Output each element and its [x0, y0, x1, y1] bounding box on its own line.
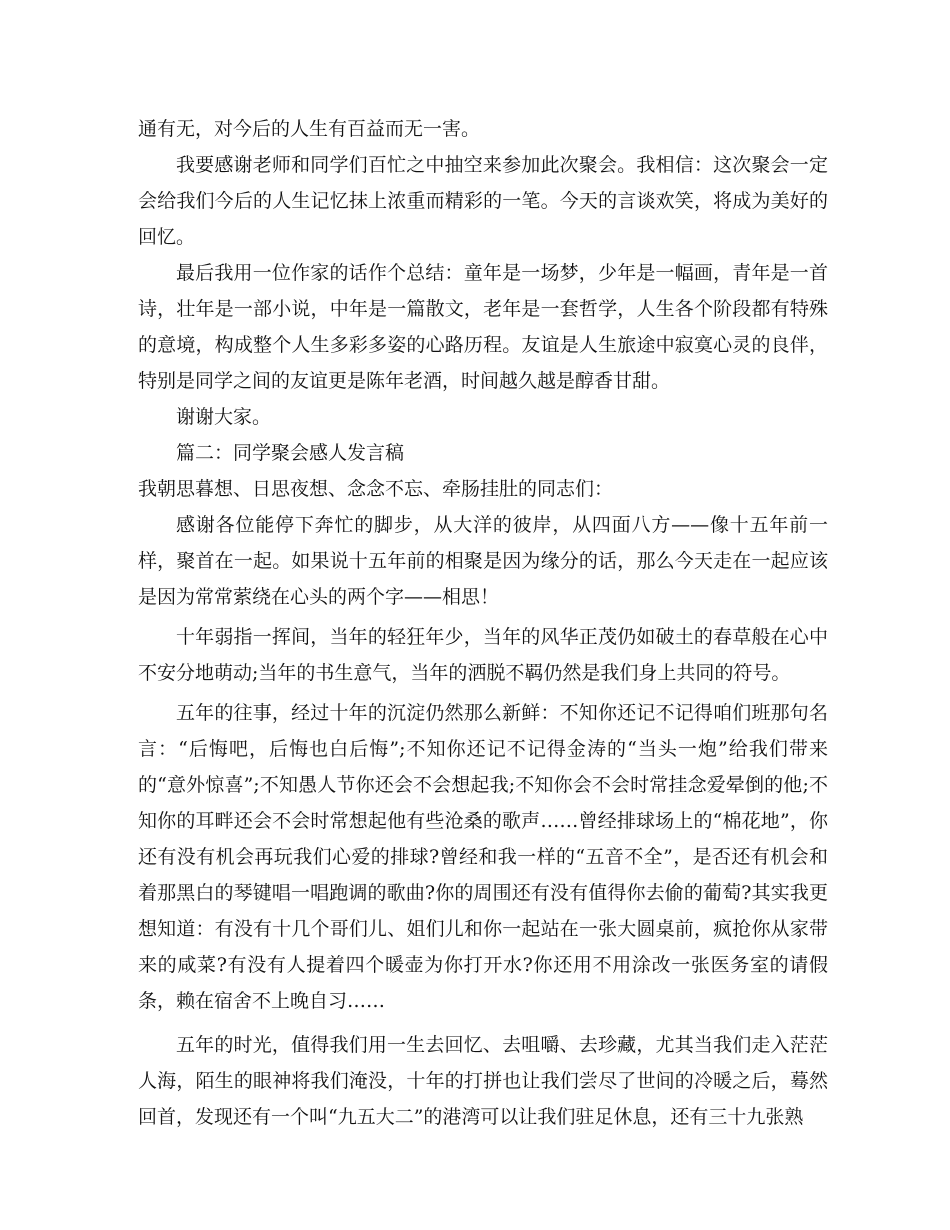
section-heading: 篇二：同学聚会感人发言稿	[176, 442, 405, 464]
paragraph-continuation: 通有无，对今后的人生有百益而无一害。	[138, 118, 481, 140]
paragraph-summary-quote: 最后我用一位作家的话作个总结：童年是一场梦，少年是一幅画，青年是一首诗，壮年是一部小说，中年是一篇散文，老年是一套哲学，人生各个阶段都有特殊的意境，构成整个人生多彩多姿的心路历程。友谊是人生旅途中寂寞心灵的良伴，特别是同学之间的友谊更是陈年老酒，时间越久越是醇香甘甜。	[138, 262, 828, 392]
paragraph-memories: 五年的往事，经过十年的沉淀仍然那么新鲜：不知你还记不记得咱们班那句名言：“后悔吧，后悔也白后悔”;不知你还记不记得金涛的“当头一炮”给我们带来的“意外惊喜”;不知愚人节你还会不会想起我;不知你会不会时常挂念爱晕倒的他;不知你的耳畔还会不会时常想起他有些沧桑的歌声……曾经排球场上的“棉花地”，你还有没有机会再玩我们心爱的排球?曾经和我一样的“五音不全”，是否还有机会和着那黑白的琴键唱一唱跑调的歌曲?你的周围还有没有值得你去偷的葡萄?其实我更想知道：有没有十几个哥们儿、姐们儿和你一起站在一张大圆桌前，疯抢你从家带来的咸菜?有没有人提着四个暖壶为你打开水?你还用不用涂改一张医务室的请假条，赖在宿舍不上晚自习……	[138, 702, 828, 1012]
paragraph-thanks-teachers: 我要感谢老师和同学们百忙之中抽空来参加此次聚会。我相信：这次聚会一定会给我们今后的人生记忆抹上浓重而精彩的一笔。今天的言谈欢笑，将成为美好的回忆。	[138, 154, 828, 248]
document-body	[138, 111, 828, 1135]
paragraph-five-years: 五年的时光，值得我们用一生去回忆、去咀嚼、去珍藏，尤其当我们走入茫茫人海，陌生的眼神将我们淹没，十年的打拼也让我们尝尽了世间的冷暖之后，蓦然回首，发现还有一个叫“九五大二”的港湾可以让我们驻足休息，还有三十九张熟	[138, 1034, 828, 1128]
paragraph-ten-years: 十年弱指一挥间，当年的轻狂年少，当年的风华正茂仍如破土的春草般在心中不安分地萌动;当年的书生意气，当年的洒脱不羁仍然是我们身上共同的符号。	[138, 626, 828, 684]
paragraph-thank-you: 谢谢大家。	[176, 406, 272, 428]
paragraph-gratitude: 感谢各位能停下奔忙的脚步，从大洋的彼岸，从四面八方——像十五年前一样，聚首在一起。如果说十五年前的相聚是因为缘分的话，那么今天走在一起应该是因为常常萦绕在心头的两个字——相思！	[138, 514, 828, 608]
salutation: 我朝思暮想、日思夜想、念念不忘、牵肠挂肚的同志们：	[138, 478, 614, 500]
